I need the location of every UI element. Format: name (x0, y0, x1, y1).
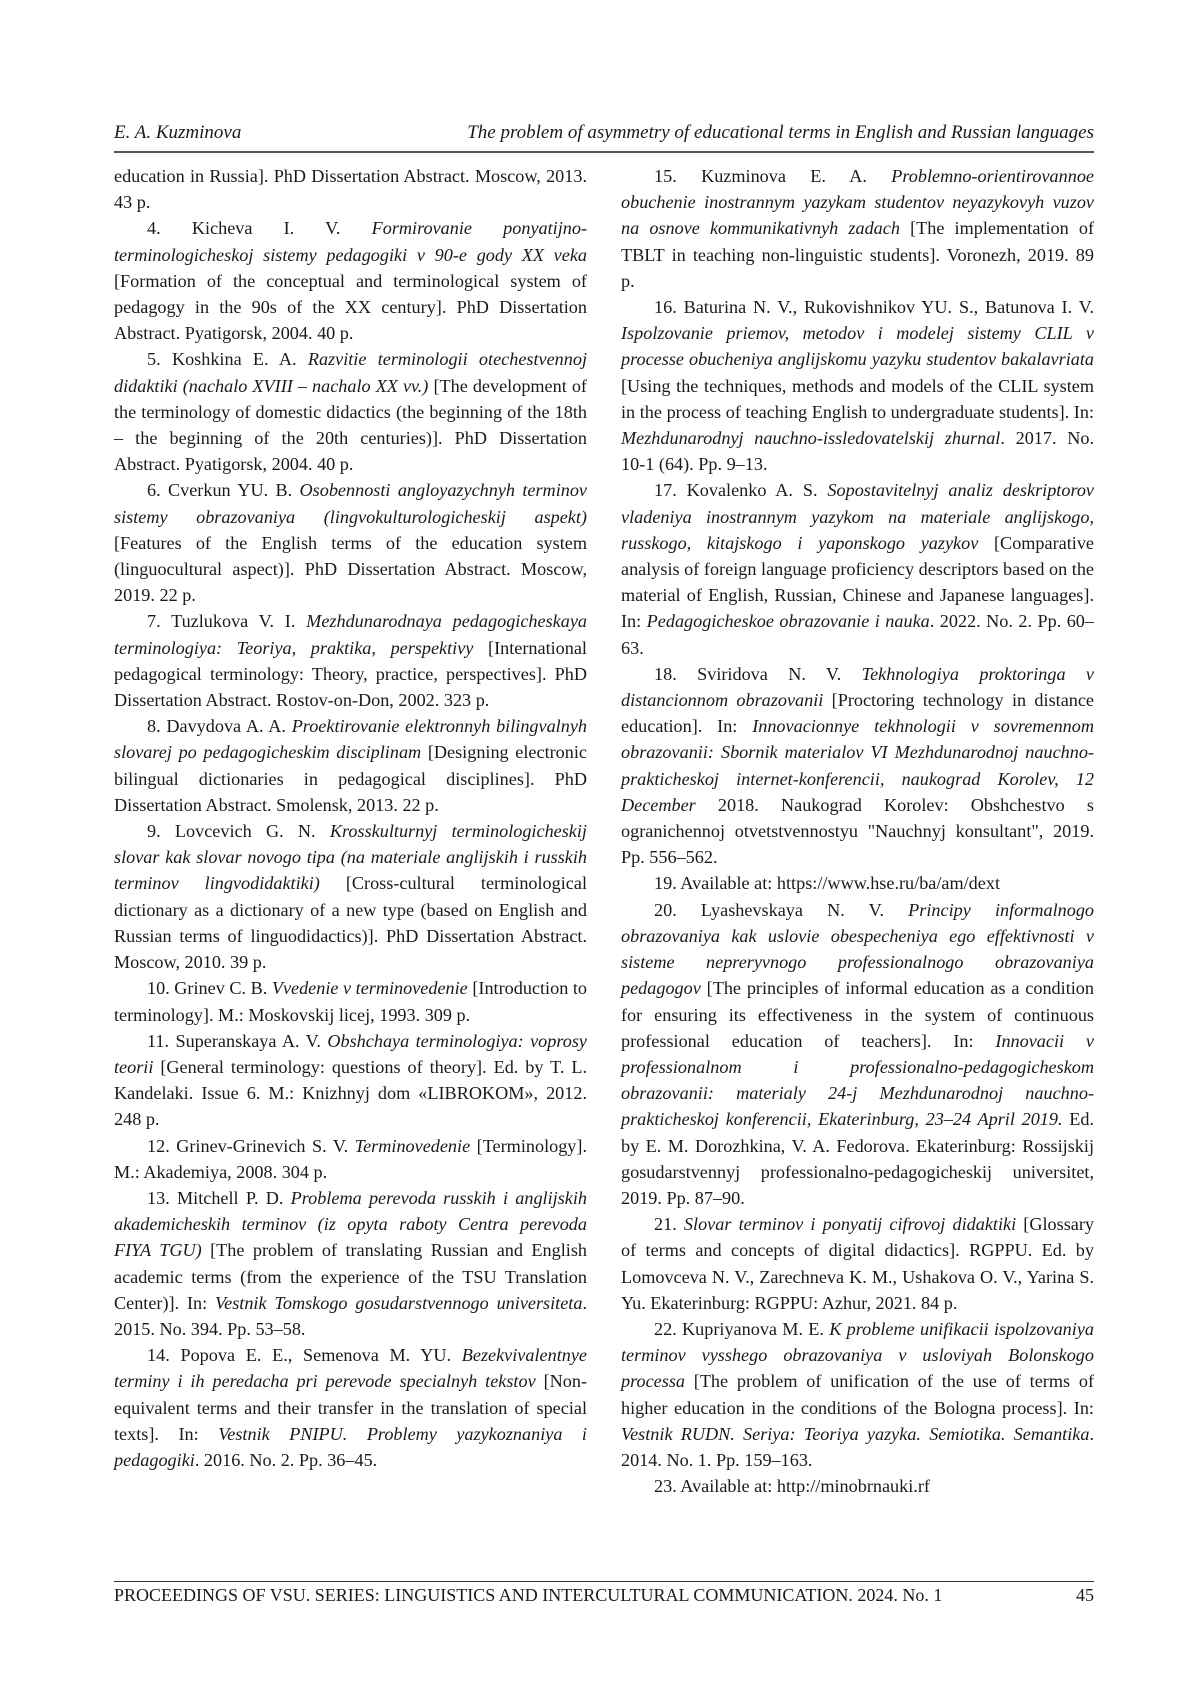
reference-source: Innovacii v professionalnom i professionalno-pedagogicheskom obrazovanii: materialy 24-j Mezhdunarodnoj nauchno-prakticheskoj konferencii, Ekaterinburg, 23–24 April 2019. (621, 1030, 1094, 1130)
reference-author: Popova E. E., Semenova M. YU. (180, 1345, 462, 1366)
reference-author: Kicheva I. V. (191, 218, 372, 239)
reference-number: 20. (654, 899, 701, 920)
reference-title: Ispolzovanie priemov, metodov i modelej sistemy CLIL v processe obucheniya anglijskomu yazyku studentov bakalavriata (621, 323, 1094, 370)
reference-imprint: 2018. Naukograd Korolev: Obshchestvo s ogranichennoj otvetstvennostyu "Nauchnyj konsultant", 2019. Pp. 556–562. (621, 794, 1094, 868)
reference-imprint: . 2015. No. 394. Pp. 53–58. (114, 1292, 587, 1339)
reference-entry (621, 870, 1094, 896)
reference-entry (114, 163, 587, 215)
reference-entry (114, 346, 587, 477)
reference-title: Mezhdunarodnaya pedagogicheskaya terminologiya: Teoriya, praktika, perspektivy (114, 611, 587, 658)
reference-number: 18. (654, 663, 698, 684)
reference-number: 15. (654, 166, 702, 186)
header-author: E. A. Kuzminova (114, 122, 242, 143)
reference-entry (114, 713, 587, 818)
reference-details: [The problem of translating Russian and English academic terms (from the experience of the TSU Translation Center)]. In: (114, 1240, 587, 1313)
reference-author: Cverkun YU. B. (168, 480, 300, 501)
reference-number: 7. (147, 611, 172, 632)
reference-imprint: . 2017. No. 10-1 (64). Pp. 9–13. (621, 428, 1095, 475)
reference-entry (114, 1342, 587, 1473)
reference-number: 23. (654, 1476, 681, 1497)
reference-details: [Comparative analysis of foreign language proficiency descriptors based on the material of English, Russian, Chinese and Japanese languages]. In: (621, 532, 1094, 632)
reference-source: Mezhdunarodnyj nauchno-issledovatelskij zhurnal (621, 428, 1001, 449)
reference-source: Vestnik Tomskogo gosudarstvennogo universiteta (215, 1292, 583, 1313)
reference-title: Principy informalnogo obrazovaniya kak uslovie obespecheniya ego effektivnosti v sisteme nepreryvnogo professionalnogo obrazovaniya pedagogov (621, 899, 1095, 999)
reference-author: Superanskaya A. V. (175, 1030, 328, 1051)
page-number: 45 (1076, 1585, 1094, 1605)
reference-details: [The principles of informal education as a condition for ensuring its effectiveness in the system of continuous professional education of teachers]. In: (621, 978, 1094, 1051)
reference-title: Slovar terminov i ponyatij cifrovoj didaktiki (683, 1214, 1024, 1235)
reference-author: Mitchell P. D. (176, 1187, 291, 1208)
reference-number: 21. (654, 1214, 684, 1235)
reference-title: K probleme unifikacii ispolzovaniya terminov vysshego obrazovaniya v usloviyah Bolonskogo processa (621, 1318, 1094, 1392)
reference-source: Pedagogicheskoe obrazovanie i nauka (646, 611, 930, 632)
reference-number: 14. (147, 1345, 181, 1366)
footer-journal: PROCEEDINGS OF VSU. SERIES: LINGUISTICS AND INTERCULTURAL COMMUNICATION. 2024. No. 1 (114, 1585, 943, 1605)
reference-details: [Terminology]. M.: Akademiya, 2008. 304 p. (114, 1135, 588, 1182)
reference-title: Vvedenie v terminovedenie (271, 978, 473, 999)
reference-details: [Designing electronic bilingual dictionaries in pedagogical disciplines]. PhD Dissertation Abstract. Smolensk, 2013. 22 p. (114, 742, 587, 815)
reference-number: 22. (654, 1318, 683, 1339)
footer-rule (114, 1581, 1094, 1582)
running-footer (114, 1585, 1094, 1606)
reference-title: Proektirovanie elektronnyh bilingvalnyh slovarej po pedagogicheskim disciplinam (114, 716, 587, 763)
reference-entry (114, 477, 587, 608)
reference-title: Razvitie terminologii otechestvennoj didaktiki (nachalo XVIII – nachalo XX vv.) (114, 349, 587, 396)
reference-author: Koshkina E. A. (171, 349, 308, 370)
reference-details: [International pedagogical terminology: Theory, practice, perspectives]. PhD Dissertation Abstract. Rostov-on-Don, 2002. 323 p. (114, 637, 587, 711)
reference-title: Bezekvivalentnye terminy i ih peredacha pri perevode specialnyh tekstov (114, 1345, 587, 1392)
reference-author: Grinev-Grinevich S. V. (176, 1135, 355, 1156)
reference-details: [Proctoring technology in distance education]. In: (621, 690, 1095, 737)
reference-author: Baturina N. V., Rukovishnikov YU. S., Batunova I. V. (683, 297, 1094, 318)
reference-imprint: . 2022. No. 2. Pp. 60–63. (621, 611, 1094, 658)
header-rule (114, 151, 1094, 153)
reference-number: 12. (147, 1135, 177, 1156)
reference-author: Kupriyanova M. E. (682, 1318, 830, 1339)
running-header (114, 122, 1094, 148)
reference-author: Tuzlukova V. I. (171, 611, 307, 632)
reference-entry (114, 1185, 587, 1342)
reference-author: Davydova A. A. (166, 716, 292, 737)
reference-entry (114, 215, 587, 346)
references-column-right (621, 163, 1094, 1499)
reference-details: [Glossary of terms and concepts of digital didactics]. RGPPU. Ed. by Lomovceva N. V., Zarechneva K. M., Ushakova O. V., Yarina S. Yu. Ekaterinburg: RGPPU: Azhur, 2021. 84 p. (621, 1214, 1095, 1313)
reference-entry (114, 818, 587, 975)
reference-author: Kovalenko A. S. (686, 480, 828, 501)
reference-title: Tekhnologiya proktoringa v distancionnom obrazovanii (621, 663, 1095, 711)
reference-number: 19. (654, 873, 681, 894)
reference-title: Terminovedenie (354, 1135, 477, 1156)
references-column-left (114, 163, 587, 1473)
reference-entry (621, 294, 1094, 477)
reference-details: [Features of the English terms of the education system (linguocultural aspect)]. PhD Dissertation Abstract. Moscow, 2019. 22 p. (114, 532, 587, 606)
reference-number: 13. (147, 1187, 177, 1208)
reference-details: [The problem of unification of the use of terms of higher education in the conditions of the Bologna process]. In: (621, 1371, 1094, 1418)
reference-entry (621, 1473, 1094, 1499)
reference-details: [Introduction to terminology]. M.: Moskovskij licej, 1993. 309 p. (114, 978, 587, 1025)
reference-details: [Formation of the conceptual and terminological system of pedagogy in the 90s of the XX century]. PhD Dissertation Abstract. Pyatigorsk, 2004. 40 p. (114, 270, 587, 344)
reference-title: Osobennosti angloyazychnyh terminov sistemy obrazovaniya (lingvokulturologicheskij aspekt) (114, 480, 588, 527)
reference-title: Formirovanie ponyatijno-terminologicheskoj sistemy pedagogiki v 90-e gody XX veka (114, 218, 588, 265)
reference-number: 5. (147, 349, 172, 370)
reference-details: education in Russia]. PhD Dissertation Abstract. Moscow, 2013. 43 p. (114, 166, 587, 213)
reference-entry (621, 897, 1094, 1211)
reference-imprint: . 2016. No. 2. Pp. 36–45. (194, 1449, 378, 1470)
reference-number: 4. (147, 218, 192, 239)
reference-author: Grinev C. B. (174, 978, 272, 999)
reference-title: Problemno-orientirovannoe obuchenie inostrannym yazykam studentov neyazykovyh vuzov na osnove kommunikativnyh zadach (621, 166, 1094, 239)
reference-author: Kuzminova E. A. (701, 166, 892, 186)
reference-author: Lyashevskaya N. V. (700, 899, 909, 920)
header-title: The problem of asymmetry of educational terms in English and Russian languages (467, 122, 1094, 143)
reference-source: Vestnik RUDN. Seriya: Teoriya yazyka. Semiotika. Semantika (621, 1423, 1090, 1444)
reference-details: [Cross-cultural terminological dictionary as a dictionary of a new type (based on English and Russian terms of linguodidactics)]. PhD Dissertation Abstract. Moscow, 2010. 39 p. (114, 873, 587, 973)
reference-entry (621, 1316, 1094, 1473)
reference-details: Available at: https://www.hse.ru/ba/am/dext (680, 873, 1000, 894)
reference-number: 10. (147, 978, 175, 999)
reference-source: Vestnik PNIPU. Problemy yazykoznaniya i pedagogiki (114, 1423, 587, 1470)
reference-title: Problema perevoda russkih i anglijskih akademicheskih terminov (iz opyta raboty Centra perevoda FIYA TGU) (114, 1187, 588, 1261)
reference-entry (621, 163, 1094, 294)
reference-details: [The implementation of TBLT in teaching non-linguistic students]. Voronezh, 2019. 89 p. (621, 218, 1094, 291)
reference-details: Available at: http://minobrnauki.rf (680, 1476, 930, 1497)
reference-details: [The development of the terminology of domestic didactics (the beginning of the 18th – the beginning of the 20th centuries)]. PhD Dissertation Abstract. Pyatigorsk, 2004. 40 p. (114, 375, 587, 475)
reference-details: [Non-equivalent terms and their transfer in the translation of special texts]. In: (114, 1371, 587, 1444)
reference-source: Innovacionnye tekhnologii v sovremennom obrazovanii: Sbornik materialov VI Mezhdunarodnoj nauchno-prakticheskoj internet-konferencii, naukograd Korolev, 12 December (621, 716, 1094, 815)
reference-author: Sviridova N. V. (697, 663, 862, 684)
reference-entry (114, 1133, 587, 1185)
reference-number: 11. (147, 1030, 176, 1051)
reference-entry (621, 477, 1094, 660)
reference-entry (621, 661, 1094, 871)
reference-imprint: Ed. by E. M. Dorozhkina, V. A. Fedorova. Ekaterinburg: Rossijskij gosudarstvennyj professionalno-pedagogicheskij universitet, 2019. Pp. 87–90. (621, 1109, 1094, 1208)
reference-title: Krosskulturnyj terminologicheskij slovar kak slovar novogo tipa (na materiale anglijskih i russkih terminov lingvodidaktiki) (114, 821, 587, 894)
reference-entry (621, 1211, 1094, 1316)
reference-number: 17. (654, 480, 687, 501)
reference-title: Sopostavitelnyj analiz deskriptorov vladeniya inostrannym yazykom na materiale anglijskogo, russkogo, kitajskogo i yaponskogo yazykov (621, 480, 1095, 553)
reference-title: Obshchaya terminologiya: voprosy teorii (114, 1030, 588, 1077)
reference-author: Lovcevich G. N. (174, 821, 330, 842)
reference-number: 16. (654, 297, 684, 318)
reference-details: [General terminology: questions of theory]. Ed. by T. L. Kandelaki. Issue 6. M.: Knizhnyj dom «LIBROKOM», 2012. 248 p. (114, 1056, 587, 1130)
reference-entry (114, 975, 587, 1027)
reference-imprint: . 2014. No. 1. Pp. 159–163. (621, 1423, 1094, 1470)
reference-number: 6. (147, 480, 168, 501)
reference-number: 8. (147, 716, 167, 737)
reference-details: [Using the techniques, methods and models of the CLIL system in the process of teaching English to undergraduate students]. In: (621, 375, 1094, 422)
reference-entry (114, 1028, 587, 1133)
reference-number: 9. (147, 821, 175, 842)
reference-entry (114, 608, 587, 713)
